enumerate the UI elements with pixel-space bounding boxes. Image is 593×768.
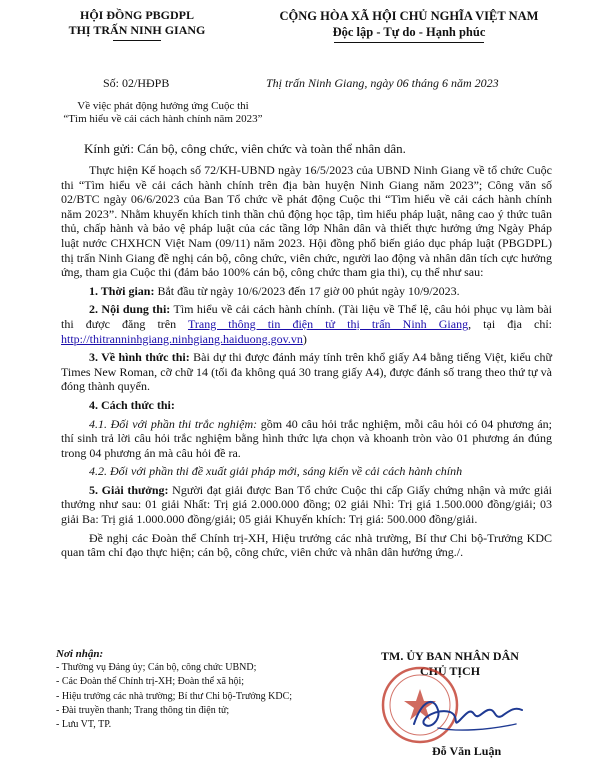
recipient-item: - Thường vụ Đảng ủy; Cán bộ, công chức UBND;	[56, 662, 257, 674]
handwritten-signature-icon	[408, 690, 528, 736]
signer-name: Đỗ Văn Luận	[432, 744, 502, 758]
section-content: 2. Nội dung thi: Tìm hiểu về cải cách hành chính. (Tài liệu về Thể lệ, câu hỏi phục vụ làm bài thi được đăng trên Trang thông tin điện tử thị trấn Ninh Giang, tại địa chỉ: http://thitranninhgiang.ninhgiang.haiduong.gov.vn)	[61, 302, 552, 346]
recipients-title: Nơi nhận:	[56, 648, 104, 660]
section-method	[61, 398, 552, 413]
place-date: Thị trấn Ninh Giang, ngày 06 tháng 6 năm 2023	[266, 76, 499, 90]
nation-line-1: CỘNG HÒA XÃ HỘI CHỦ NGHĨA VIỆT NAM	[279, 9, 539, 23]
section-4-2-label: 4.2. Đối với phần thi đề xuất giải pháp mới, sáng kiến về cải cách hành chính	[89, 464, 463, 479]
nation-line-2: Độc lập - Tự do - Hạnh phúc	[332, 25, 486, 39]
section-method-4-2	[61, 464, 552, 479]
section-4-1-text: gồm 40 câu hỏi trắc nghiệm, mỗi câu hỏi có 04 phương án; thí sinh trả lời câu hỏi trắc nghiệm bằng hình thức lựa chọn và khoanh tròn vào 01 phương án đúng trong 04 phương án mà câu hỏi đề ra.	[61, 416, 552, 460]
greeting: Kính gửi: Cán bộ, công chức, viên chức và toàn thể nhân dân.	[84, 141, 406, 156]
section-4-1-label: 4.1. Đối với phần thi trắc nghiệm:	[89, 416, 258, 431]
section-format-text: Bài dự thi được đánh máy tính trên khổ giấy A4 bằng tiếng Việt, kiểu chữ Times New Roman, cỡ chữ 14 (tối đa không quá 30 trang giấy A4), được đánh số trang theo thứ tự và đóng thành quyển.	[61, 350, 552, 394]
issuing-organization	[62, 8, 212, 41]
section-prizes	[61, 483, 552, 527]
recipient-item: - Lưu VT, TP.	[56, 719, 112, 731]
recipient-item: - Đài truyền thanh; Trang thông tin điện tử;	[56, 704, 230, 716]
section-format	[61, 350, 552, 394]
recipients-block	[56, 647, 292, 732]
section-time-label: 1. Thời gian:	[89, 283, 155, 298]
section-prizes-text: Người đạt giải được Ban Tổ chức Cuộc thi cấp Giấy chứng nhận và mức giải thưởng như sau: 01 giải Nhất: Trị giá 2.000.000 đồng; 02 giải Nhì: Trị giá 1.500.000 đồng/giải; 03 giải Ba: Trị giá 1.000.000 đồng/giải; 05 giải Khuyến khích: Trị giá: 500.000 đồng/giải.	[61, 482, 552, 527]
closing-paragraph: Đề nghị các Đoàn thể Chính trị-XH, Hiệu trưởng các nhà trường, Bí thư Chi bộ-Trưởng KDC quan tâm chỉ đạo thực hiện; cán bộ, công chức, viên chức và nhân dân hưởng ứng./.	[61, 530, 552, 560]
section-content-label: 2. Nội dung thi:	[89, 302, 171, 317]
recipient-item: - Hiệu trưởng các nhà trường; Bí thư Chi bộ-Trưởng KDC;	[56, 690, 293, 702]
subject-line-1: Về việc phát động hưởng ứng Cuộc thi	[77, 100, 249, 112]
org-line-1: HỘI ĐỒNG PBGDPL	[79, 8, 194, 22]
signature-line-1: TM. ỦY BAN NHÂN DÂN	[381, 649, 519, 663]
section-content-text: Tìm hiểu về cải cách hành chính. (Tài liệu về Thể lệ, câu hỏi phục vụ làm bài thi được đăng trên	[61, 302, 552, 331]
recipient-item: - Các Đoàn thể Chính trị-XH; Đoàn thể xã hội;	[56, 676, 245, 688]
document-number: Số: 02/HĐPB	[103, 76, 170, 90]
section-content-text-2: , tại địa chỉ:	[468, 316, 552, 331]
section-time	[61, 284, 552, 299]
document-subject	[62, 100, 264, 126]
org-underline	[113, 40, 161, 41]
subject-line-2: “Tìm hiểu về cải cách hành chính năm 2023”	[63, 113, 263, 125]
national-motto	[244, 8, 574, 43]
section-method-label: 4. Cách thức thi:	[89, 397, 175, 412]
document-body	[61, 163, 552, 564]
section-prizes-label: 5. Giải thưởng:	[89, 482, 169, 497]
signature-line-2: CHỦ TỊCH	[419, 664, 481, 678]
motto-underline	[334, 42, 484, 43]
section-format-label: 3. Về hình thức thi:	[89, 350, 190, 365]
url-link[interactable]: http://thitranninhgiang.ninhgiang.haiduong.gov.vn	[61, 331, 303, 346]
section-time-text: Bắt đầu từ ngày 10/6/2023 đến 17 giờ 00 phút ngày 10/9/2023.	[154, 283, 460, 298]
org-line-2: THỊ TRẤN NINH GIANG	[68, 23, 206, 37]
website-link[interactable]: Trang thông tin điện tử thị trấn Ninh Giang	[187, 316, 469, 331]
intro-paragraph: Thực hiện Kế hoạch số 72/KH-UBND ngày 16/5/2023 của UBND Ninh Giang về tổ chức Cuộc thi “Tìm hiểu về cải cách hành chính trên địa bàn huyện Ninh Giang năm 2023”; Công văn số 02/BTC ngày 06/6/2023 của Ban Tổ chức về phát động Cuộc thi “Tìm hiểu về cải cách hành chính năm 2023”. Nhằm khuyến khích tinh thần chủ động học tập, tìm hiểu pháp luật, nâng cao ý thức tuân thủ, chấp hành và bảo vệ pháp luật của các tầng lớp Nhân dân và thiết thực hưởng ứng Ngày Pháp luật nước CHXHCN Việt Nam (09/11) năm 2023. Hội đồng phổ biến giáo dục pháp luật (PBGDPL) thị trấn Ninh Giang đề nghị cán bộ, công chức, viên chức, người lao động và nhân dân tích cực hưởng ứng, tham gia Cuộc thi (đảm bảo 100% cán bộ, công chức tham gia thi), cụ thể như sau:	[61, 163, 552, 280]
section-method-4-1	[61, 417, 552, 461]
